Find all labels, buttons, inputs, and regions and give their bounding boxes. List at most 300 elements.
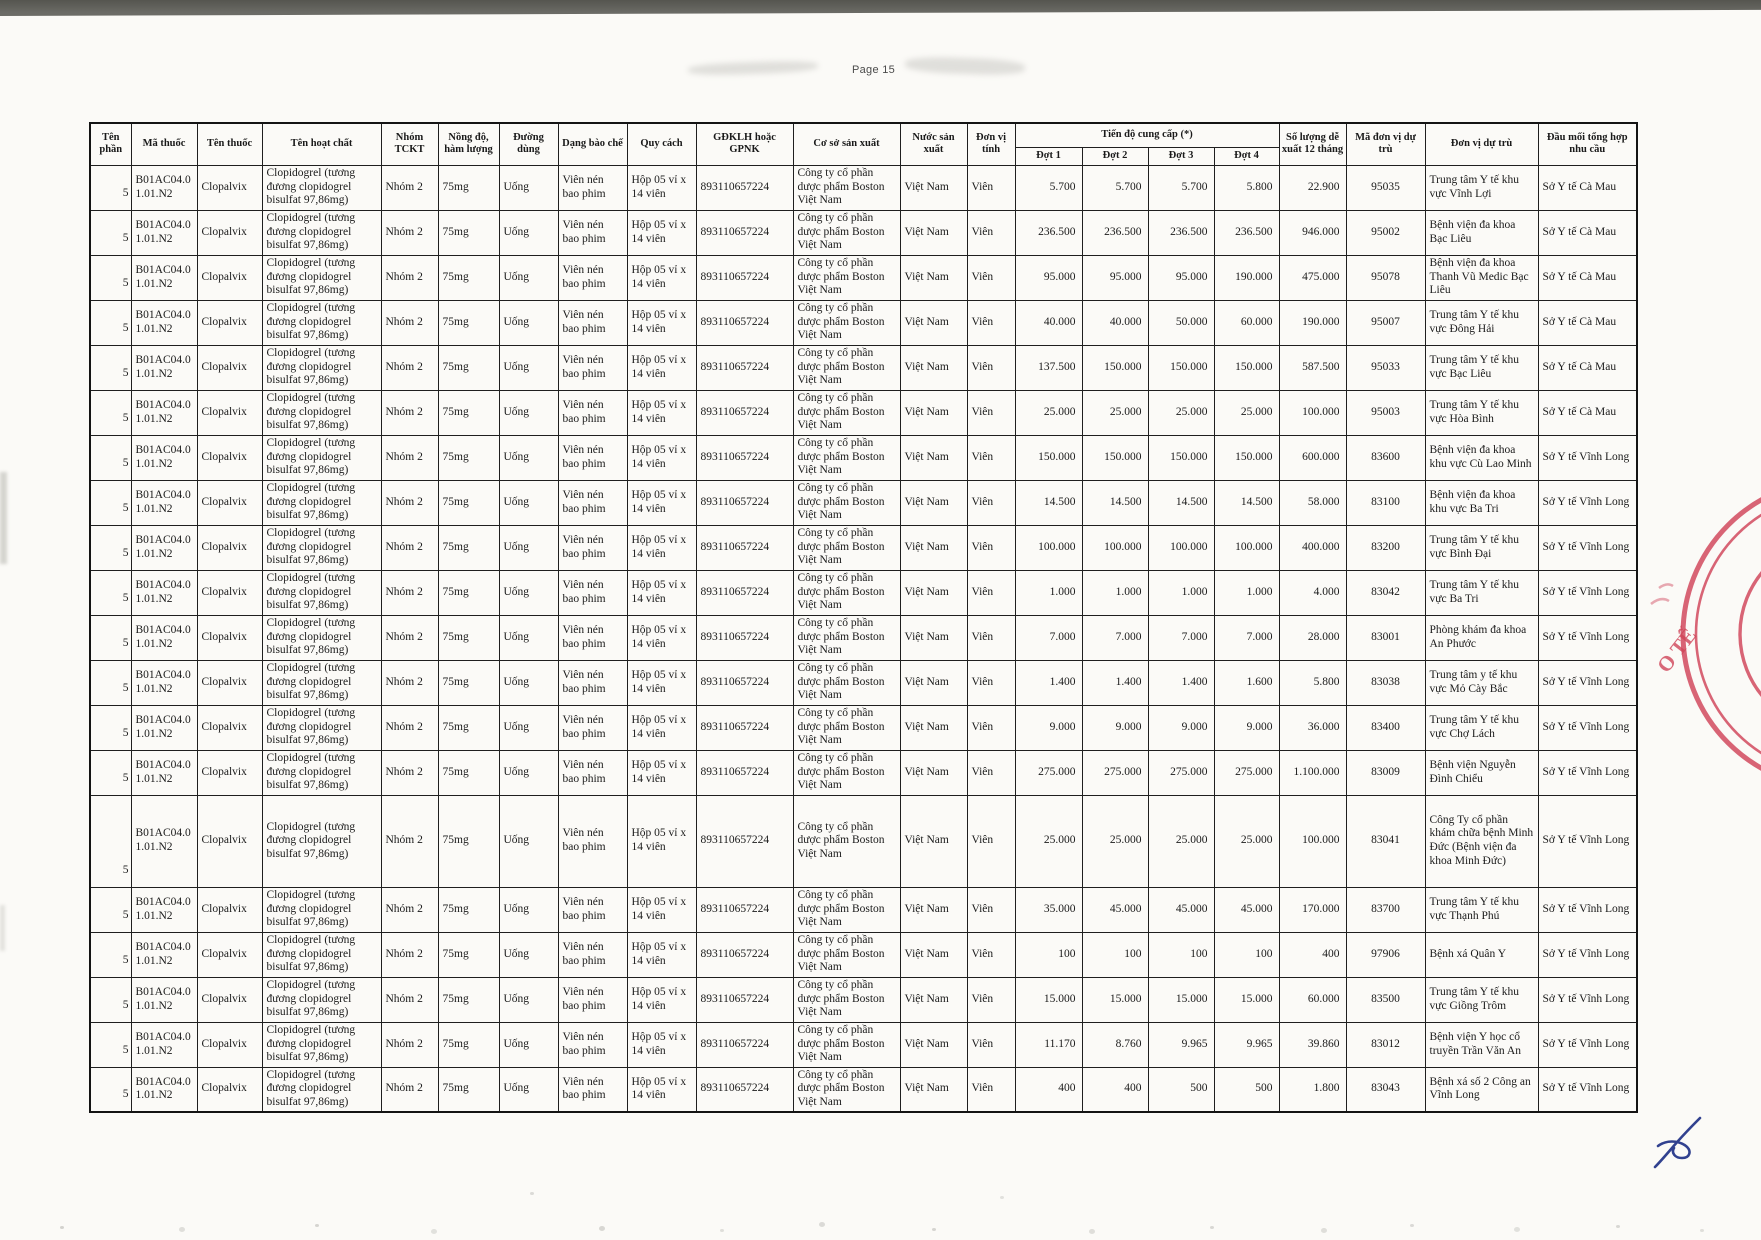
cell-group: Nhóm 2 xyxy=(381,615,438,660)
cell-dot4: 14.500 xyxy=(1214,480,1279,525)
cell-manufacturer: Công ty cổ phần dược phẩm Boston Việt Nam xyxy=(793,795,900,887)
table-row xyxy=(90,615,1637,660)
cell-packaging: Hộp 05 vỉ x 14 viên xyxy=(627,977,696,1022)
cell-total-12m: 1.100.000 xyxy=(1279,750,1346,795)
cell-manufacturer: Công ty cổ phần dược phẩm Boston Việt Nam xyxy=(793,300,900,345)
header-dot1: Đợt 1 xyxy=(1015,147,1082,165)
header-registration: GĐKLH hoặc GPNK xyxy=(696,123,793,165)
cell-dot3: 150.000 xyxy=(1148,435,1214,480)
cell-active-ingredient: Clopidogrel (tương đương clopidogrel bisulfat 97,86mg) xyxy=(262,165,381,210)
cell-dot1: 236.500 xyxy=(1015,210,1082,255)
cell-group: Nhóm 2 xyxy=(381,1067,438,1112)
cell-drug-code: B01AC04.0 1.01.N2 xyxy=(131,1022,197,1067)
cell-dot1: 150.000 xyxy=(1015,435,1082,480)
cell-unit: Viên xyxy=(967,210,1015,255)
cell-route: Uống xyxy=(499,1022,558,1067)
cell-dosage-form: Viên nén bao phim xyxy=(558,705,627,750)
cell-registration: 893110657224 xyxy=(696,165,793,210)
cell-manufacturer: Công ty cổ phần dược phẩm Boston Việt Nam xyxy=(793,1022,900,1067)
cell-route: Uống xyxy=(499,887,558,932)
cell-strength: 75mg xyxy=(438,977,499,1022)
cell-country: Việt Nam xyxy=(900,525,967,570)
cell-total-12m: 36.000 xyxy=(1279,705,1346,750)
cell-strength: 75mg xyxy=(438,390,499,435)
cell-active-ingredient: Clopidogrel (tương đương clopidogrel bisulfat 97,86mg) xyxy=(262,1022,381,1067)
cell-registration: 893110657224 xyxy=(696,977,793,1022)
cell-dot3: 14.500 xyxy=(1148,480,1214,525)
cell-unit-code: 83400 xyxy=(1346,705,1425,750)
cell-group: Nhóm 2 xyxy=(381,795,438,887)
cell-dosage-form: Viên nén bao phim xyxy=(558,887,627,932)
cell-route: Uống xyxy=(499,932,558,977)
cell-group: Nhóm 2 xyxy=(381,165,438,210)
cell-registration: 893110657224 xyxy=(696,660,793,705)
cell-dot3: 500 xyxy=(1148,1067,1214,1112)
cell-dot4: 7.000 xyxy=(1214,615,1279,660)
cell-drug-code: B01AC04.0 1.01.N2 xyxy=(131,615,197,660)
cell-dot4: 9.965 xyxy=(1214,1022,1279,1067)
cell-total-12m: 600.000 xyxy=(1279,435,1346,480)
cell-registration: 893110657224 xyxy=(696,705,793,750)
cell-registration: 893110657224 xyxy=(696,887,793,932)
cell-unit-code: 95035 xyxy=(1346,165,1425,210)
cell-registration: 893110657224 xyxy=(696,210,793,255)
cell-coordinator: Sở Y tế Vĩnh Long xyxy=(1538,615,1637,660)
cell-packaging: Hộp 05 vỉ x 14 viên xyxy=(627,165,696,210)
cell-country: Việt Nam xyxy=(900,977,967,1022)
cell-route: Uống xyxy=(499,660,558,705)
cell-dot2: 1.400 xyxy=(1082,660,1148,705)
cell-active-ingredient: Clopidogrel (tương đương clopidogrel bisulfat 97,86mg) xyxy=(262,570,381,615)
cell-coordinator: Sở Y tế Vĩnh Long xyxy=(1538,480,1637,525)
cell-coordinator: Sở Y tế Vĩnh Long xyxy=(1538,887,1637,932)
cell-packaging: Hộp 05 vỉ x 14 viên xyxy=(627,525,696,570)
cell-total-12m: 587.500 xyxy=(1279,345,1346,390)
cell-country: Việt Nam xyxy=(900,300,967,345)
cell-dot2: 95.000 xyxy=(1082,255,1148,300)
cell-dot3: 25.000 xyxy=(1148,795,1214,887)
cell-requesting-unit: Bệnh viện đa khoa khu vực Ba Tri xyxy=(1425,480,1538,525)
cell-coordinator: Sở Y tế Vĩnh Long xyxy=(1538,660,1637,705)
cell-drug-code: B01AC04.0 1.01.N2 xyxy=(131,345,197,390)
cell-route: Uống xyxy=(499,750,558,795)
cell-unit-code: 83012 xyxy=(1346,1022,1425,1067)
cell-dot4: 1.600 xyxy=(1214,660,1279,705)
cell-active-ingredient: Clopidogrel (tương đương clopidogrel bisulfat 97,86mg) xyxy=(262,750,381,795)
cell-packaging: Hộp 05 vỉ x 14 viên xyxy=(627,300,696,345)
cell-coordinator: Sở Y tế Vĩnh Long xyxy=(1538,1022,1637,1067)
scan-edge-blot xyxy=(0,472,7,564)
cell-dot3: 50.000 xyxy=(1148,300,1214,345)
cell-drug-code: B01AC04.0 1.01.N2 xyxy=(131,887,197,932)
cell-manufacturer: Công ty cổ phần dược phẩm Boston Việt Nam xyxy=(793,435,900,480)
cell-unit: Viên xyxy=(967,345,1015,390)
cell-unit: Viên xyxy=(967,165,1015,210)
cell-dot2: 400 xyxy=(1082,1067,1148,1112)
cell-dosage-form: Viên nén bao phim xyxy=(558,1022,627,1067)
cell-coordinator: Sở Y tế Vĩnh Long xyxy=(1538,705,1637,750)
scan-edge-blot xyxy=(0,905,5,951)
cell-country: Việt Nam xyxy=(900,615,967,660)
cell-active-ingredient: Clopidogrel (tương đương clopidogrel bisulfat 97,86mg) xyxy=(262,480,381,525)
table-body xyxy=(90,165,1637,1112)
cell-route: Uống xyxy=(499,210,558,255)
cell-dosage-form: Viên nén bao phim xyxy=(558,435,627,480)
cell-section: 5 xyxy=(90,705,131,750)
header-coordinator: Đầu mối tổng hợp nhu cầu xyxy=(1538,123,1637,165)
cell-dot1: 100.000 xyxy=(1015,525,1082,570)
cell-coordinator: Sở Y tế Cà Mau xyxy=(1538,255,1637,300)
cell-manufacturer: Công ty cổ phần dược phẩm Boston Việt Nam xyxy=(793,750,900,795)
cell-dot3: 5.700 xyxy=(1148,165,1214,210)
cell-registration: 893110657224 xyxy=(696,480,793,525)
cell-requesting-unit: Trung tâm Y tế khu vực Giồng Trôm xyxy=(1425,977,1538,1022)
table-row xyxy=(90,977,1637,1022)
table-row xyxy=(90,570,1637,615)
cell-drug-code: B01AC04.0 1.01.N2 xyxy=(131,435,197,480)
official-stamp-icon xyxy=(1641,492,1761,777)
cell-drug-code: B01AC04.0 1.01.N2 xyxy=(131,977,197,1022)
cell-country: Việt Nam xyxy=(900,210,967,255)
cell-total-12m: 4.000 xyxy=(1279,570,1346,615)
table-row xyxy=(90,165,1637,210)
cell-route: Uống xyxy=(499,525,558,570)
cell-packaging: Hộp 05 vỉ x 14 viên xyxy=(627,435,696,480)
cell-dot2: 7.000 xyxy=(1082,615,1148,660)
cell-registration: 893110657224 xyxy=(696,300,793,345)
cell-coordinator: Sở Y tế Cà Mau xyxy=(1538,390,1637,435)
cell-dosage-form: Viên nén bao phim xyxy=(558,255,627,300)
cell-manufacturer: Công ty cổ phần dược phẩm Boston Việt Nam xyxy=(793,345,900,390)
cell-requesting-unit: Trung tâm y tế khu vực Mỏ Cày Bắc xyxy=(1425,660,1538,705)
cell-section: 5 xyxy=(90,1067,131,1112)
cell-strength: 75mg xyxy=(438,1067,499,1112)
cell-section: 5 xyxy=(90,255,131,300)
cell-active-ingredient: Clopidogrel (tương đương clopidogrel bisulfat 97,86mg) xyxy=(262,210,381,255)
cell-registration: 893110657224 xyxy=(696,1022,793,1067)
cell-dosage-form: Viên nén bao phim xyxy=(558,525,627,570)
cell-section: 5 xyxy=(90,165,131,210)
cell-section: 5 xyxy=(90,750,131,795)
header-total-12m: Số lượng dễ xuất 12 tháng xyxy=(1279,123,1346,165)
cell-dot2: 275.000 xyxy=(1082,750,1148,795)
header-packaging: Quy cách xyxy=(627,123,696,165)
header-country: Nước sản xuất xyxy=(900,123,967,165)
cell-route: Uống xyxy=(499,1067,558,1112)
cell-unit-code: 95002 xyxy=(1346,210,1425,255)
cell-route: Uống xyxy=(499,705,558,750)
cell-drug-name: Clopalvix xyxy=(197,660,262,705)
cell-drug-name: Clopalvix xyxy=(197,795,262,887)
cell-total-12m: 39.860 xyxy=(1279,1022,1346,1067)
cell-dot4: 60.000 xyxy=(1214,300,1279,345)
cell-registration: 893110657224 xyxy=(696,435,793,480)
cell-total-12m: 60.000 xyxy=(1279,977,1346,1022)
header-strength: Nồng độ, hàm lượng xyxy=(438,123,499,165)
cell-group: Nhóm 2 xyxy=(381,390,438,435)
cell-drug-name: Clopalvix xyxy=(197,255,262,300)
cell-unit-code: 83009 xyxy=(1346,750,1425,795)
cell-dot4: 190.000 xyxy=(1214,255,1279,300)
cell-unit-code: 83600 xyxy=(1346,435,1425,480)
cell-country: Việt Nam xyxy=(900,480,967,525)
cell-dot4: 25.000 xyxy=(1214,795,1279,887)
cell-registration: 893110657224 xyxy=(696,1067,793,1112)
cell-requesting-unit: Trung tâm Y tế khu vực Thạnh Phú xyxy=(1425,887,1538,932)
cell-total-12m: 475.000 xyxy=(1279,255,1346,300)
cell-coordinator: Sở Y tế Vĩnh Long xyxy=(1538,795,1637,887)
table-row xyxy=(90,660,1637,705)
page-number: Page 15 xyxy=(852,64,896,76)
cell-unit: Viên xyxy=(967,977,1015,1022)
cell-drug-code: B01AC04.0 1.01.N2 xyxy=(131,1067,197,1112)
cell-section: 5 xyxy=(90,795,131,887)
cell-dot2: 150.000 xyxy=(1082,435,1148,480)
cell-dot1: 100 xyxy=(1015,932,1082,977)
cell-section: 5 xyxy=(90,977,131,1022)
cell-strength: 75mg xyxy=(438,932,499,977)
cell-active-ingredient: Clopidogrel (tương đương clopidogrel bisulfat 97,86mg) xyxy=(262,615,381,660)
cell-dot1: 7.000 xyxy=(1015,615,1082,660)
header-manufacturer: Cơ sở sản xuất xyxy=(793,123,900,165)
cell-total-12m: 100.000 xyxy=(1279,795,1346,887)
cell-dot2: 100 xyxy=(1082,932,1148,977)
cell-dot1: 137.500 xyxy=(1015,345,1082,390)
cell-drug-name: Clopalvix xyxy=(197,300,262,345)
cell-dot2: 100.000 xyxy=(1082,525,1148,570)
cell-dot3: 7.000 xyxy=(1148,615,1214,660)
cell-unit: Viên xyxy=(967,932,1015,977)
cell-total-12m: 100.000 xyxy=(1279,390,1346,435)
cell-registration: 893110657224 xyxy=(696,345,793,390)
cell-manufacturer: Công ty cổ phần dược phẩm Boston Việt Nam xyxy=(793,660,900,705)
cell-strength: 75mg xyxy=(438,255,499,300)
table-row xyxy=(90,210,1637,255)
cell-packaging: Hộp 05 vỉ x 14 viên xyxy=(627,750,696,795)
cell-dot4: 25.000 xyxy=(1214,390,1279,435)
cell-strength: 75mg xyxy=(438,300,499,345)
cell-manufacturer: Công ty cổ phần dược phẩm Boston Việt Nam xyxy=(793,390,900,435)
cell-dot3: 9.000 xyxy=(1148,705,1214,750)
cell-unit: Viên xyxy=(967,300,1015,345)
cell-drug-name: Clopalvix xyxy=(197,705,262,750)
cell-section: 5 xyxy=(90,570,131,615)
cell-unit: Viên xyxy=(967,435,1015,480)
cell-total-12m: 170.000 xyxy=(1279,887,1346,932)
cell-drug-code: B01AC04.0 1.01.N2 xyxy=(131,750,197,795)
cell-packaging: Hộp 05 vỉ x 14 viên xyxy=(627,660,696,705)
cell-route: Uống xyxy=(499,390,558,435)
cell-dot1: 40.000 xyxy=(1015,300,1082,345)
cell-dot2: 14.500 xyxy=(1082,480,1148,525)
cell-dot3: 100 xyxy=(1148,932,1214,977)
cell-drug-name: Clopalvix xyxy=(197,1022,262,1067)
cell-requesting-unit: Trung tâm Y tế khu vực Bạc Liêu xyxy=(1425,345,1538,390)
cell-requesting-unit: Bệnh xá Quân Y xyxy=(1425,932,1538,977)
cell-dot4: 275.000 xyxy=(1214,750,1279,795)
table-row xyxy=(90,300,1637,345)
stamp-text: O TẾ xyxy=(1652,623,1702,678)
cell-active-ingredient: Clopidogrel (tương đương clopidogrel bisulfat 97,86mg) xyxy=(262,435,381,480)
cell-unit: Viên xyxy=(967,255,1015,300)
cell-total-12m: 190.000 xyxy=(1279,300,1346,345)
cell-dosage-form: Viên nén bao phim xyxy=(558,615,627,660)
cell-dot1: 400 xyxy=(1015,1067,1082,1112)
cell-strength: 75mg xyxy=(438,887,499,932)
cell-unit-code: 95003 xyxy=(1346,390,1425,435)
cell-dot3: 45.000 xyxy=(1148,887,1214,932)
cell-total-12m: 1.800 xyxy=(1279,1067,1346,1112)
cell-country: Việt Nam xyxy=(900,435,967,480)
cell-strength: 75mg xyxy=(438,660,499,705)
cell-section: 5 xyxy=(90,300,131,345)
cell-dot3: 15.000 xyxy=(1148,977,1214,1022)
cell-dot2: 150.000 xyxy=(1082,345,1148,390)
cell-drug-name: Clopalvix xyxy=(197,615,262,660)
cell-drug-code: B01AC04.0 1.01.N2 xyxy=(131,165,197,210)
cell-drug-code: B01AC04.0 1.01.N2 xyxy=(131,795,197,887)
cell-drug-name: Clopalvix xyxy=(197,977,262,1022)
header-section: Tên phần xyxy=(90,123,131,165)
cell-strength: 75mg xyxy=(438,165,499,210)
cell-group: Nhóm 2 xyxy=(381,977,438,1022)
cell-drug-name: Clopalvix xyxy=(197,345,262,390)
cell-active-ingredient: Clopidogrel (tương đương clopidogrel bisulfat 97,86mg) xyxy=(262,1067,381,1112)
cell-registration: 893110657224 xyxy=(696,932,793,977)
scan-edge-artifact xyxy=(0,0,1761,16)
cell-group: Nhóm 2 xyxy=(381,887,438,932)
cell-unit-code: 83042 xyxy=(1346,570,1425,615)
cell-dot2: 40.000 xyxy=(1082,300,1148,345)
cell-manufacturer: Công ty cổ phần dược phẩm Boston Việt Nam xyxy=(793,1067,900,1112)
cell-strength: 75mg xyxy=(438,480,499,525)
cell-total-12m: 22.900 xyxy=(1279,165,1346,210)
cell-dot1: 9.000 xyxy=(1015,705,1082,750)
cell-dot3: 150.000 xyxy=(1148,345,1214,390)
cell-total-12m: 400.000 xyxy=(1279,525,1346,570)
header-group: Nhóm TCKT xyxy=(381,123,438,165)
cell-dot4: 9.000 xyxy=(1214,705,1279,750)
cell-requesting-unit: Công Ty cổ phần khám chữa bệnh Minh Đức (Bệnh viện đa khoa Minh Đức) xyxy=(1425,795,1538,887)
table-row xyxy=(90,1067,1637,1112)
cell-active-ingredient: Clopidogrel (tương đương clopidogrel bisulfat 97,86mg) xyxy=(262,345,381,390)
cell-section: 5 xyxy=(90,435,131,480)
cell-dot1: 275.000 xyxy=(1015,750,1082,795)
cell-registration: 893110657224 xyxy=(696,255,793,300)
cell-dot3: 9.965 xyxy=(1148,1022,1214,1067)
cell-unit: Viên xyxy=(967,705,1015,750)
cell-coordinator: Sở Y tế Vĩnh Long xyxy=(1538,1067,1637,1112)
cell-strength: 75mg xyxy=(438,615,499,660)
cell-dot4: 500 xyxy=(1214,1067,1279,1112)
cell-section: 5 xyxy=(90,660,131,705)
cell-unit: Viên xyxy=(967,615,1015,660)
cell-strength: 75mg xyxy=(438,705,499,750)
cell-dot4: 150.000 xyxy=(1214,345,1279,390)
cell-country: Việt Nam xyxy=(900,570,967,615)
cell-route: Uống xyxy=(499,345,558,390)
cell-requesting-unit: Bệnh xá số 2 Công an Vĩnh Long xyxy=(1425,1067,1538,1112)
cell-coordinator: Sở Y tế Vĩnh Long xyxy=(1538,525,1637,570)
header-drug-name: Tên thuốc xyxy=(197,123,262,165)
cell-active-ingredient: Clopidogrel (tương đương clopidogrel bisulfat 97,86mg) xyxy=(262,255,381,300)
cell-registration: 893110657224 xyxy=(696,570,793,615)
cell-country: Việt Nam xyxy=(900,750,967,795)
table-row xyxy=(90,887,1637,932)
cell-dot4: 100 xyxy=(1214,932,1279,977)
header-route: Đường dùng xyxy=(499,123,558,165)
cell-country: Việt Nam xyxy=(900,255,967,300)
cell-coordinator: Sở Y tế Cà Mau xyxy=(1538,165,1637,210)
cell-group: Nhóm 2 xyxy=(381,660,438,705)
cell-manufacturer: Công ty cổ phần dược phẩm Boston Việt Nam xyxy=(793,525,900,570)
cell-requesting-unit: Bệnh viện Nguyễn Đình Chiểu xyxy=(1425,750,1538,795)
cell-section: 5 xyxy=(90,615,131,660)
cell-active-ingredient: Clopidogrel (tương đương clopidogrel bisulfat 97,86mg) xyxy=(262,932,381,977)
table-row xyxy=(90,750,1637,795)
cell-group: Nhóm 2 xyxy=(381,300,438,345)
cell-registration: 893110657224 xyxy=(696,615,793,660)
table-row xyxy=(90,932,1637,977)
cell-total-12m: 58.000 xyxy=(1279,480,1346,525)
cell-section: 5 xyxy=(90,525,131,570)
table-row xyxy=(90,345,1637,390)
table-row xyxy=(90,390,1637,435)
cell-dot2: 9.000 xyxy=(1082,705,1148,750)
cell-packaging: Hộp 05 vỉ x 14 viên xyxy=(627,932,696,977)
table-row xyxy=(90,435,1637,480)
cell-packaging: Hộp 05 vỉ x 14 viên xyxy=(627,887,696,932)
cell-requesting-unit: Trung tâm Y tế khu vực Ba Tri xyxy=(1425,570,1538,615)
cell-requesting-unit: Phòng khám đa khoa An Phước xyxy=(1425,615,1538,660)
cell-requesting-unit: Trung tâm Y tế khu vực Vĩnh Lợi xyxy=(1425,165,1538,210)
cell-dot1: 25.000 xyxy=(1015,390,1082,435)
cell-unit-code: 83200 xyxy=(1346,525,1425,570)
cell-section: 5 xyxy=(90,932,131,977)
cell-route: Uống xyxy=(499,480,558,525)
cell-coordinator: Sở Y tế Vĩnh Long xyxy=(1538,977,1637,1022)
cell-drug-code: B01AC04.0 1.01.N2 xyxy=(131,525,197,570)
cell-strength: 75mg xyxy=(438,525,499,570)
cell-manufacturer: Công ty cổ phần dược phẩm Boston Việt Nam xyxy=(793,705,900,750)
cell-packaging: Hộp 05 vỉ x 14 viên xyxy=(627,1022,696,1067)
cell-dosage-form: Viên nén bao phim xyxy=(558,390,627,435)
cell-coordinator: Sở Y tế Vĩnh Long xyxy=(1538,750,1637,795)
cell-requesting-unit: Bệnh viện đa khoa khu vực Cù Lao Minh xyxy=(1425,435,1538,480)
cell-country: Việt Nam xyxy=(900,165,967,210)
cell-requesting-unit: Bệnh viện đa khoa Bạc Liêu xyxy=(1425,210,1538,255)
cell-unit: Viên xyxy=(967,887,1015,932)
cell-dosage-form: Viên nén bao phim xyxy=(558,932,627,977)
cell-dot1: 1.400 xyxy=(1015,660,1082,705)
cell-unit: Viên xyxy=(967,750,1015,795)
cell-packaging: Hộp 05 vỉ x 14 viên xyxy=(627,480,696,525)
cell-dot2: 8.760 xyxy=(1082,1022,1148,1067)
cell-manufacturer: Công ty cổ phần dược phẩm Boston Việt Nam xyxy=(793,932,900,977)
cell-active-ingredient: Clopidogrel (tương đương clopidogrel bisulfat 97,86mg) xyxy=(262,300,381,345)
cell-coordinator: Sở Y tế Cà Mau xyxy=(1538,300,1637,345)
cell-drug-code: B01AC04.0 1.01.N2 xyxy=(131,390,197,435)
cell-unit-code: 97906 xyxy=(1346,932,1425,977)
cell-active-ingredient: Clopidogrel (tương đương clopidogrel bisulfat 97,86mg) xyxy=(262,977,381,1022)
cell-manufacturer: Công ty cổ phần dược phẩm Boston Việt Nam xyxy=(793,165,900,210)
cell-unit: Viên xyxy=(967,660,1015,705)
cell-total-12m: 946.000 xyxy=(1279,210,1346,255)
cell-country: Việt Nam xyxy=(900,660,967,705)
header-dot2: Đợt 2 xyxy=(1082,147,1148,165)
cell-route: Uống xyxy=(499,300,558,345)
table-row xyxy=(90,1022,1637,1067)
